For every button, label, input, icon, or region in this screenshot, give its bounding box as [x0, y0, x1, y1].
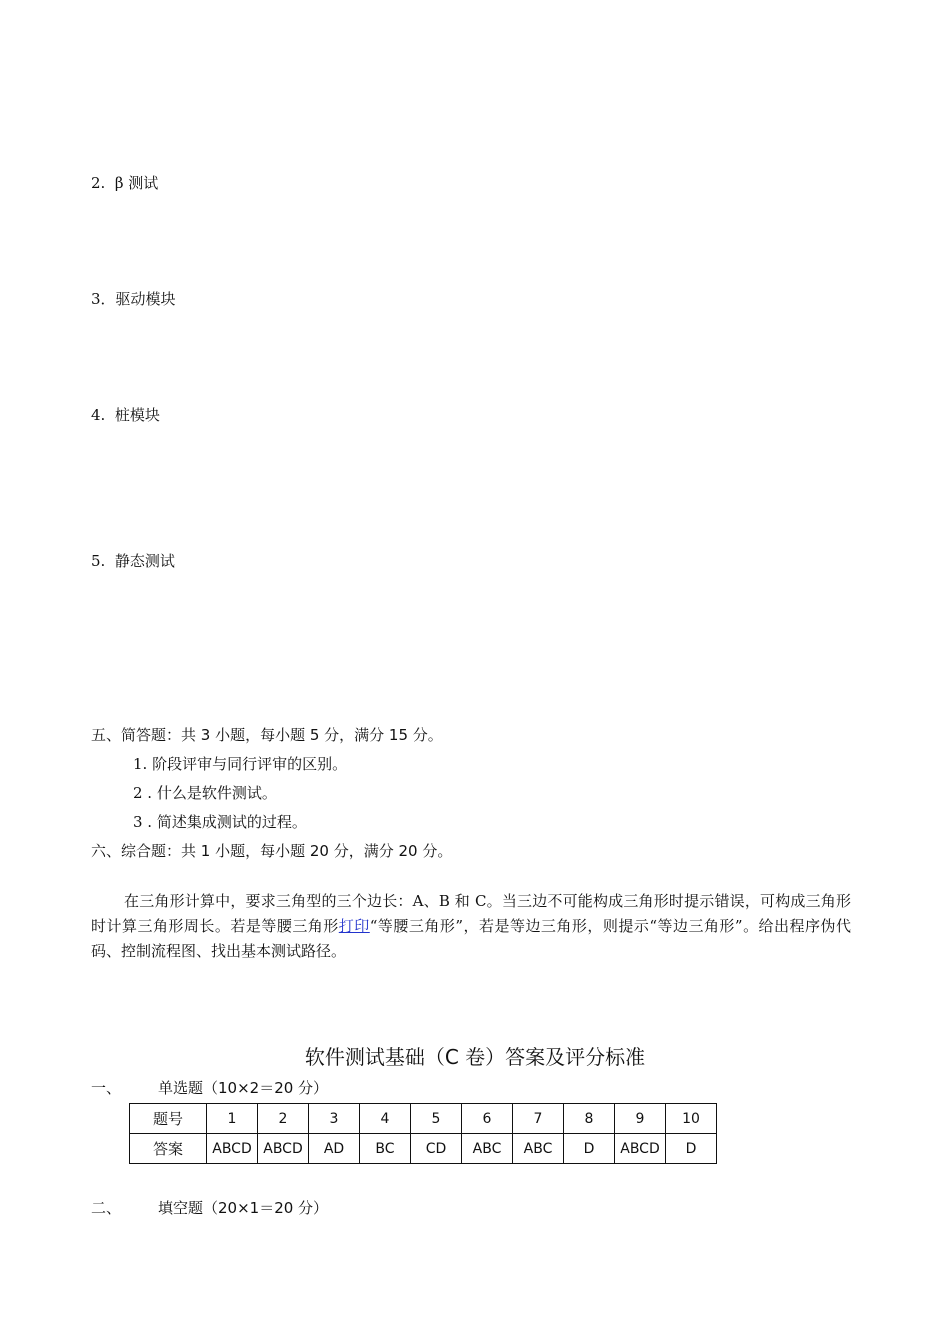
answer-cell: BC [360, 1134, 411, 1164]
question-number-cell: 9 [615, 1104, 666, 1134]
question-item: 1. 阶段评审与同行评审的区别。 [133, 755, 348, 773]
section-6-heading: 六、综合题：共 1 小题，每小题 20 分，满分 20 分。 [91, 842, 453, 860]
term-number: 4. [91, 406, 106, 424]
term-5 [91, 550, 175, 571]
answer-cell: D [564, 1134, 615, 1164]
paragraph-text: “等腰三角形”，若是等边三角形，则提示“等边三角形”。给出程序伪代码、控制流程图、找出基本测试路径。 [91, 917, 851, 960]
part-label: 填空题（20×1＝20 分） [158, 1199, 329, 1217]
answer-cell: ABCD [207, 1134, 258, 1164]
question-number-cell: 10 [666, 1104, 717, 1134]
term-3 [91, 288, 176, 309]
row-header: 题号 [130, 1104, 207, 1134]
answer-table [129, 1103, 717, 1164]
term-text: β 测试 [114, 174, 159, 192]
row-header: 答案 [130, 1134, 207, 1164]
question-item: 2 . 什么是软件测试。 [133, 784, 277, 802]
section-5-heading: 五、简答题：共 3 小题，每小题 5 分，满分 15 分。 [91, 726, 443, 744]
term-text: 桩模块 [114, 406, 160, 424]
part-1-heading [91, 1077, 328, 1098]
question-number-cell: 6 [462, 1104, 513, 1134]
table-row [130, 1104, 717, 1134]
print-link[interactable]: 打印 [338, 917, 370, 935]
question-number-cell: 3 [309, 1104, 360, 1134]
term-text: 静态测试 [114, 552, 175, 570]
term-number: 3． [91, 290, 116, 308]
paragraph-text: 在三角形计算中，要求三角型的三个边长：A、B 和 C。当三边不可能构成三角形时提示错误，可构成三角形时计算三角形周长。若是等腰三角形 [91, 892, 851, 935]
question-number-cell: 8 [564, 1104, 615, 1134]
answer-key-title: 软件测试基础（C 卷）答案及评分标准 [304, 1045, 646, 1069]
question-number-cell: 1 [207, 1104, 258, 1134]
question-number-cell: 2 [258, 1104, 309, 1134]
answer-cell: CD [411, 1134, 462, 1164]
part-number: 一、 [91, 1079, 122, 1097]
table-row [130, 1134, 717, 1164]
term-text: 驱动模块 [115, 290, 176, 308]
answer-cell: ABCD [615, 1134, 666, 1164]
part-2-heading [91, 1197, 328, 1218]
term-2 [91, 172, 158, 193]
answer-cell: AD [309, 1134, 360, 1164]
answer-cell: ABC [462, 1134, 513, 1164]
term-number: 2. [91, 174, 106, 192]
term-4 [91, 404, 160, 425]
part-number: 二、 [91, 1199, 122, 1217]
answer-cell: ABC [513, 1134, 564, 1164]
question-number-cell: 4 [360, 1104, 411, 1134]
question-item: 3 . 简述集成测试的过程。 [133, 813, 307, 831]
answer-cell: ABCD [258, 1134, 309, 1164]
answer-cell: D [666, 1134, 717, 1164]
problem-paragraph [91, 889, 851, 964]
term-number: 5. [91, 552, 106, 570]
part-label: 单选题（10×2＝20 分） [158, 1079, 329, 1097]
question-number-cell: 5 [411, 1104, 462, 1134]
question-number-cell: 7 [513, 1104, 564, 1134]
